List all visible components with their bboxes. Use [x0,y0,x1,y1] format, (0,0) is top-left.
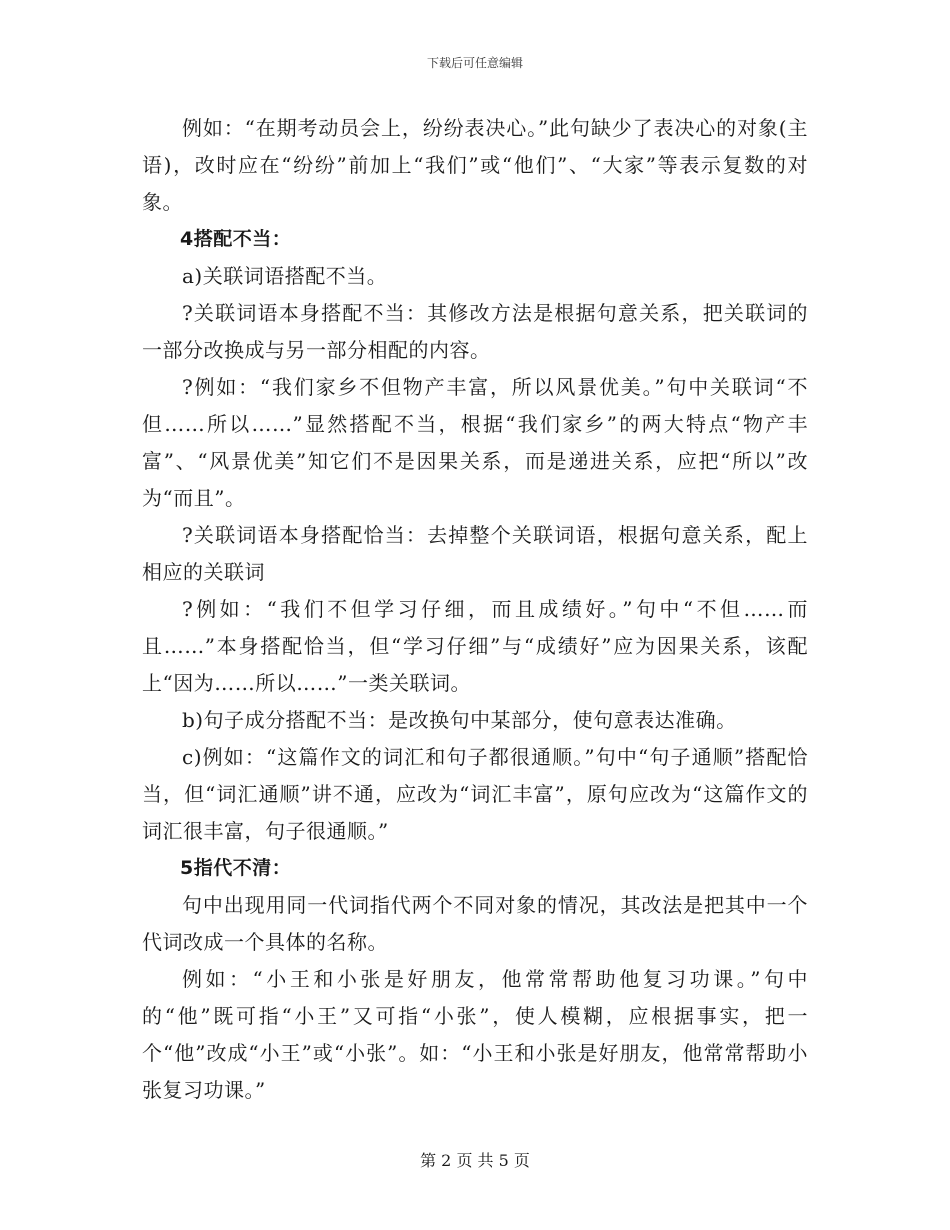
paragraph-example-subject: 例如：“在期考动员会上，纷纷表决心。”此句缺少了表决心的对象(主语)，改时应在“纷纷”前加上“我们”或“他们”、“大家”等表示复数的对象。 [142,116,808,214]
paragraph-conjunction-mismatch: a)关联词语搭配不当。 [182,264,388,288]
paragraph-example-friends: 例如：“小王和小张是好朋友，他常常帮助他复习功课。”句中的“他”既可指“小王”又可指“小张”，使人模糊，应根据事实，把一个“他”改成“小王”或“小张”。如：“小王和小张是好朋友，他常常帮助小张复习功课。” [142,967,808,1102]
paragraph-example-study: ?例如：“我们不但学习仔细，而且成绩好。”句中“不但……而且……”本身搭配恰当，但“学习仔细”与“成绩好”应为因果关系，该配上“因为……所以……”一类关联词。 [142,597,808,695]
paragraph-component-mismatch: b)句子成分搭配不当：是改换句中某部分，使句意表达准确。 [182,708,737,732]
document-body [142,110,808,1109]
paragraph-conjunction-self-mismatch: ?关联词语本身搭配不当：其修改方法是根据句意关系，把关联词的一部分改换成与另一部分相配的内容。 [142,301,808,362]
paragraph-conjunction-self-match: ?关联词语本身搭配恰当：去掉整个关联词语，根据句意关系，配上相应的关联词 [142,523,808,584]
page-footer: 第 2 页 共 5 页 [420,1151,530,1170]
paragraph-example-hometown: ?例如：“我们家乡不但物产丰富，所以风景优美。”句中关联词“不但……所以……”显然搭配不当，根据“我们家乡”的两大特点“物产丰富”、“风景优美”知它们不是因果关系，而是递进关系，应把“所以”改为“而且”。 [142,375,808,510]
section-heading-collocation: 4搭配不当： [180,228,292,250]
paragraph-pronoun-rule: 句中出现用同一代词指代两个不同对象的情况，其改法是把其中一个代词改成一个具体的名称。 [142,893,808,954]
paragraph-example-composition: c)例如：“这篇作文的词汇和句子都很通顺。”句中“句子通顺”搭配恰当，但“词汇通顺”讲不通，应改为“词汇丰富”，原句应改为“这篇作文的词汇很丰富，句子很通顺。” [142,745,808,843]
page-header: 下载后可任意编辑 [426,56,523,70]
section-heading-unclear-reference: 5指代不清： [180,857,292,879]
